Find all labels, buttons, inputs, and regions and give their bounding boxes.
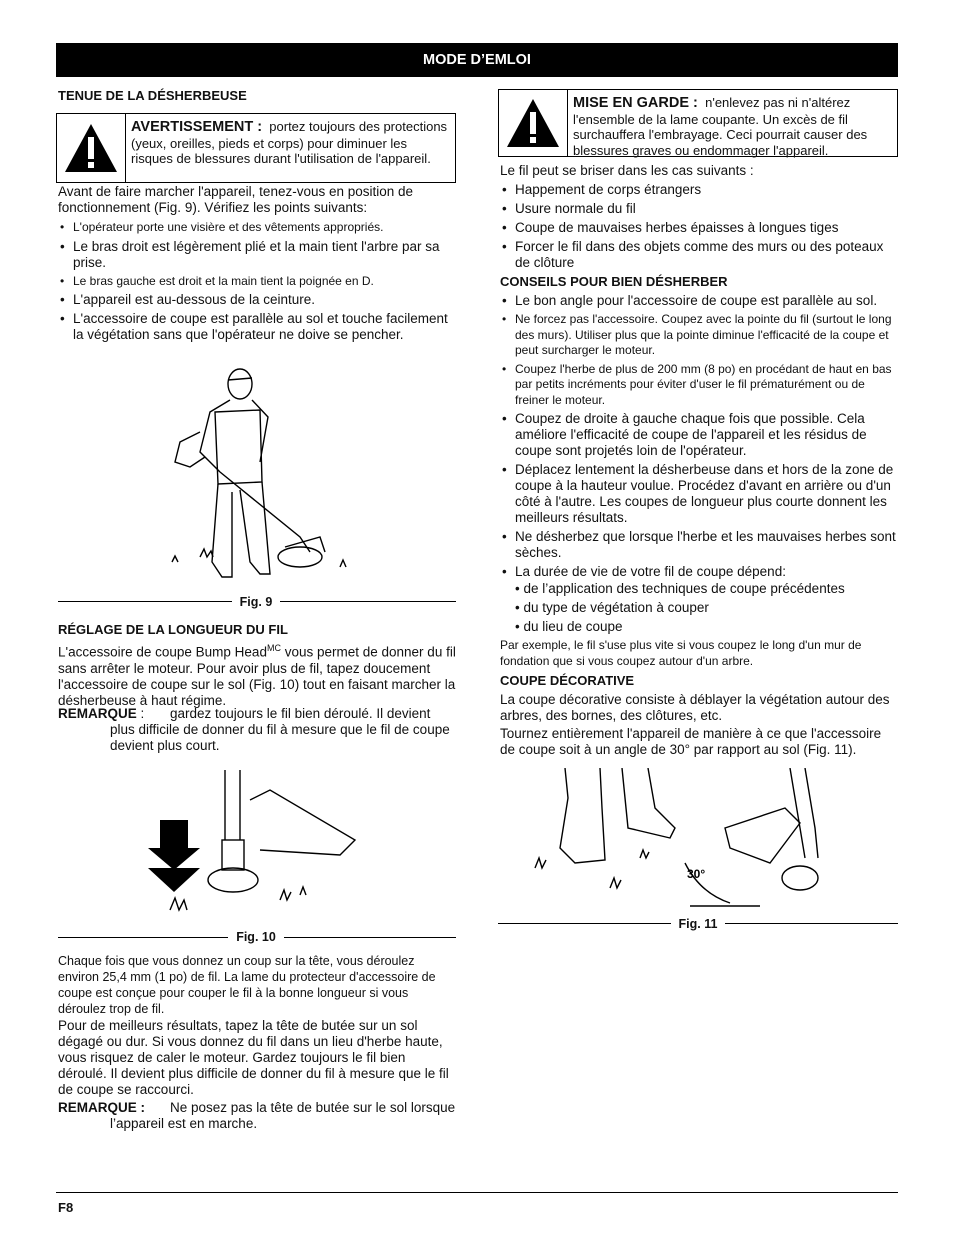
caution-label: MISE EN GARDE : — [573, 95, 698, 111]
example-paragraph: Par exemple, le fil s'use plus vite si vous coupez le long d'un mur de fondation que si vous coupez autour d'un arbre. — [500, 638, 862, 668]
footer-rule — [56, 1192, 898, 1193]
section-title-line-length: RÉGLAGE DE LA LONGUEUR DU FIL — [58, 622, 288, 637]
caution-box — [498, 89, 898, 157]
warning-text: portez toujours des protections (yeux, oreilles, pieds et corps) pour diminuer les risques de blessures durant l'utilisation de l'appareil. — [131, 119, 448, 166]
tips-list — [500, 293, 898, 583]
list-item: • Coupez de droite à gauche chaque fois que possible. Cela améliore l'efficacité de coupe de l'appareil et les résidus de coupe sont projetés loin de l'opérateur. — [500, 411, 898, 459]
list-item: • L'accessoire de coupe est parallèle au sol et touche facilement la végétation sans que l'opérateur ne doive se pencher. — [58, 311, 448, 343]
intro-paragraph: Avant de faire marcher l'appareil, tenez-vous en position de fonctionnement (Fig. 9). Vérifiez les points suivants: — [58, 184, 414, 215]
fig11-caption: Fig. 11 — [671, 917, 726, 931]
list-item: • Déplacez lentement la désherbeuse dans et hors de la zone de coupe à la hauteur voulue. Procédez d'avant en arrière ou d'un côté à l'autre. Les coupes de longueur plus courte donnent les meilleurs résultats. — [500, 462, 898, 526]
deco-paragraph-1: La coupe décorative consiste à déblayer la végétation autour des arbres, des bornes, des clôtures, etc. — [500, 692, 890, 723]
list-item: • du type de végétation à couper — [515, 600, 709, 615]
list-item: • Coupez l'herbe de plus de 200 mm (8 po) en procédant de haut en bas par petits incréments pour éviter d'user le fil prématurément ou de freiner le moteur. — [500, 362, 898, 409]
warning-label: AVERTISSEMENT : — [131, 119, 263, 135]
section-title-holding: TENUE DE LA DÉSHERBEUSE — [58, 88, 247, 103]
fig9-caption: Fig. 9 — [232, 595, 281, 609]
warning-icon — [57, 114, 126, 182]
deco-title: COUPE DÉCORATIVE — [500, 673, 635, 688]
bump-head-illustration — [140, 770, 370, 920]
list-item: • L'appareil est au-dessous de la ceinture. — [58, 292, 448, 308]
caution-text: n'enlevez pas ni n'altérez l'ensemble de la lame coupante. Un excès de fil surchauffera l'embrayage. Ceci pourrait causer des blessures graves ou endommager l'appareil. — [573, 95, 868, 158]
tips-title: CONSEILS POUR BIEN DÉSHERBER — [500, 274, 728, 289]
fig10-caption: Fig. 10 — [228, 930, 284, 944]
operator-illustration — [160, 362, 360, 592]
note2: REMARQUE : Ne posez pas la tête de butée sur le sol lorsque l’appareil est en marche. — [58, 1100, 456, 1131]
results-paragraph: Pour de meilleurs résultats, tapez la tête de butée sur un sol dégagé ou dur. Si vous donnez du fil dans un lieu d'herbe haute, vous risquez de caler le moteur. Gardez toujours le fil bien déroulé. Il devient plus difficile de donner du fil à mesure que le fil de coupe se raccourci. — [58, 1018, 449, 1097]
section-header: MODE D’EMLOI — [56, 43, 898, 77]
list-item: • Happement de corps étrangers — [500, 182, 890, 198]
list-item: • de l’application des techniques de coupe précédentes — [515, 581, 845, 596]
list-item: • Ne forcez pas l'accessoire. Coupez avec la pointe du fil (surtout le long des murs). Utiliser plus que la pointe diminue l'efficacité de la coupe et peut surcharger le moteur. — [500, 312, 898, 359]
list-item: • Usure normale du fil — [500, 201, 890, 217]
list-item: • du lieu de coupe — [515, 619, 623, 634]
decorative-cut-illustration — [530, 768, 830, 913]
bump-head-paragraph: L'accessoire de coupe Bump Head$^{MC}$ vous permet de donner du fil sans arrêter le moteur. Pour avoir plus de fil, tapez doucement l'accessoire de coupe sur le sol (Fig. 10) tout en faisant marcher la désherbeuse à haut régime. — [58, 643, 456, 708]
caution-icon — [499, 90, 568, 156]
deco-paragraph-2: Tournez entièrement l'appareil de manière à ce que l'accessoire de coupe soit à un angle de 30° par rapport au sol (Fig. 11). — [500, 726, 882, 757]
list-item: • Le bras droit est légèrement plié et la main tient l'arbre par sa prise. — [58, 239, 448, 271]
break-intro: Le fil peut se briser dans les cas suivants : — [500, 163, 754, 178]
list-item: • L'opérateur porte une visière et des vêtements appropriés. — [58, 220, 448, 236]
checklist — [58, 220, 448, 346]
break-list — [500, 182, 890, 274]
sub-list — [515, 581, 895, 635]
list-item: • La durée de vie de votre fil de coupe dépend: — [500, 564, 898, 580]
list-item: • Le bon angle pour l'accessoire de coupe est parallèle au sol. — [500, 293, 898, 309]
list-item: • Ne désherbez que lorsque l'herbe et les mauvaises herbes sont sèches. — [500, 529, 898, 561]
page-number: F8 — [58, 1200, 74, 1215]
list-item: • Forcer le fil dans des objets comme des murs ou des poteaux de clôture — [500, 239, 890, 271]
list-item: • Le bras gauche est droit et la main tient la poignée en D. — [58, 274, 448, 290]
unwind-paragraph: Chaque fois que vous donnez un coup sur la tête, vous déroulez environ 25,4 mm (1 po) de fil. La lame du protecteur d'accessoire de coupe est conçue pour couper le fil à la bonne longueur si vous déroulez trop de fil. — [58, 954, 436, 1016]
angle-label: 30° — [687, 867, 706, 881]
list-item: • Coupe de mauvaises herbes épaisses à longues tiges — [500, 220, 890, 236]
warning-box — [56, 113, 456, 183]
note1: REMARQUE : gardez toujours le fil bien déroulé. Il devient plus difficile de donner du fil à mesure que le fil de coupe devient plus court. — [58, 706, 450, 753]
